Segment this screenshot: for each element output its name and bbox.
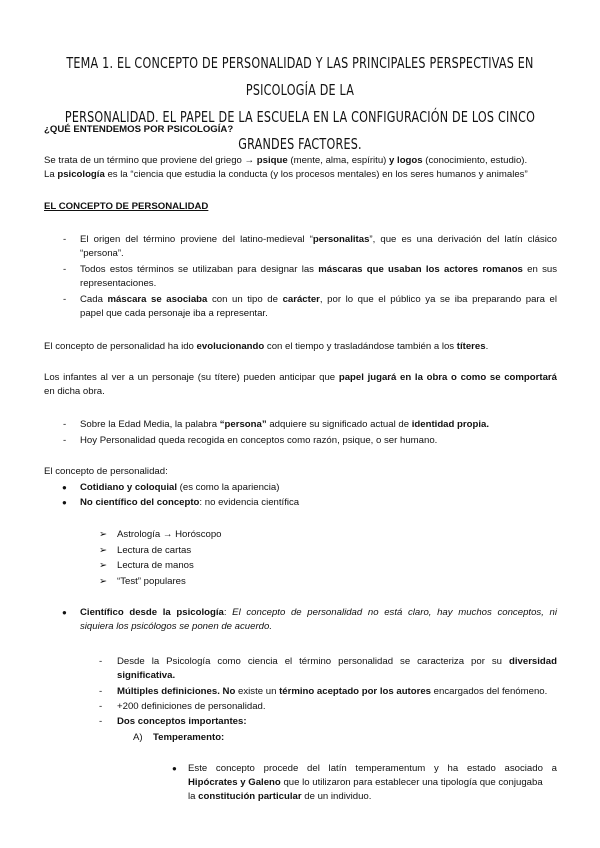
list-marker: -: [63, 294, 67, 305]
bullet-everyday: Cotidiano y coloquial (es como la apariencia): [80, 482, 280, 493]
arrow-item: Lectura de manos: [117, 560, 194, 571]
bullet-marker: ●: [62, 483, 67, 492]
list-item-origin: El origen del término proviene del latino-medieval “personalitas”, que es una derivación del latín clásico “persona”.: [80, 234, 557, 259]
page-title: [40, 50, 560, 158]
list-marker: -: [99, 701, 103, 712]
temperament-text: Este concepto procede del latín temperamentum y ha estado asociado a Hipócrates y Galeno que lo utilizaron para establecer una tipología que conjugaba la constitución particular de un individuo.: [188, 763, 557, 802]
bullet-scientific: Científico desde la psicología: El concepto de personalidad no está claro, hay muchos conceptos, ni siquiera los psicólogos se ponen de acuerdo.: [80, 607, 557, 632]
arrow-item: Astrología → Horóscopo: [117, 529, 222, 540]
bullet-marker: ●: [62, 498, 67, 507]
psychology-origin-text: Se trata de un término que proviene del griego → psique (mente, alma, espíritu) y logos (conocimiento, estudio).: [44, 155, 528, 166]
arrow-item: Lectura de cartas: [117, 545, 192, 556]
list-item-today: Hoy Personalidad queda recogida en conceptos como razón, psique, o ser humano.: [80, 435, 438, 446]
bullet-non-scientific: No científico del concepto: no evidencia científica: [80, 497, 300, 508]
list-marker: -: [63, 264, 67, 275]
concept-intro: El concepto de personalidad:: [44, 466, 168, 477]
psychology-definition-text: La psicología es la “ciencia que estudia la conducta (y los procesos mentales) en los seres humanos y animales”: [44, 169, 528, 180]
list-marker: -: [63, 234, 67, 245]
list-item-masks: Todos estos términos se utilizaban para designar las máscaras que usaban los actores romanos en sus representaciones.: [80, 264, 558, 289]
arrow-marker: ➢: [99, 560, 108, 571]
title-line-2: PERSONALIDAD. EL PAPEL DE LA ESCUELA EN LA CONFIGURACIÓN DE LOS CINCO GRANDES FACTORES.: [64, 108, 536, 153]
list-item-two-concepts: Dos conceptos importantes:: [117, 716, 247, 727]
list-marker: -: [99, 656, 103, 667]
list-item-middle-ages: Sobre la Edad Media, la palabra “persona” adquiere su significado actual de identidad propia.: [80, 419, 490, 430]
arrow-item: “Test” populares: [117, 576, 186, 587]
list-marker: -: [63, 435, 67, 446]
arrow-marker: ➢: [99, 545, 108, 556]
title-line-1: TEMA 1. EL CONCEPTO DE PERSONALIDAD Y LAS PRINCIPALES PERSPECTIVAS EN PSICOLOGÍA DE LA: [66, 54, 534, 99]
list-item-character: Cada máscara se asociaba con un tipo de carácter, por lo que el público ya se iba preparando para el papel que cada personaje iba a representar.: [80, 294, 557, 319]
evolution-text: El concepto de personalidad ha ido evolucionando con el tiempo y trasladándose también a los títeres.: [44, 341, 489, 352]
infants-text: Los infantes al ver a un personaje (su títere) pueden anticipar que papel jugará en la obra o como se comportará en dicha obra.: [44, 372, 557, 397]
temperament-heading: Temperamento:: [153, 732, 225, 743]
section-heading: EL CONCEPTO DE PERSONALIDAD: [44, 201, 209, 212]
question-heading: ¿QUÉ ENTENDEMOS POR PSICOLOGÍA?: [44, 124, 234, 135]
arrow-marker: ➢: [99, 529, 108, 540]
list-marker: -: [99, 716, 103, 727]
bullet-marker: ●: [172, 764, 177, 773]
list-item-diversity: Desde la Psicología como ciencia el término personalidad se caracteriza por su diversidad significativa.: [117, 656, 557, 681]
list-marker: -: [63, 419, 67, 430]
bullet-marker: ●: [62, 608, 67, 617]
list-marker: -: [99, 686, 103, 697]
arrow-marker: ➢: [99, 576, 108, 587]
sub-a-marker: A): [133, 732, 143, 743]
list-item-definitions: Múltiples definiciones. No existe un término aceptado por los autores encargados del fenómeno.: [117, 686, 548, 697]
list-item-count: +200 definiciones de personalidad.: [117, 701, 266, 712]
